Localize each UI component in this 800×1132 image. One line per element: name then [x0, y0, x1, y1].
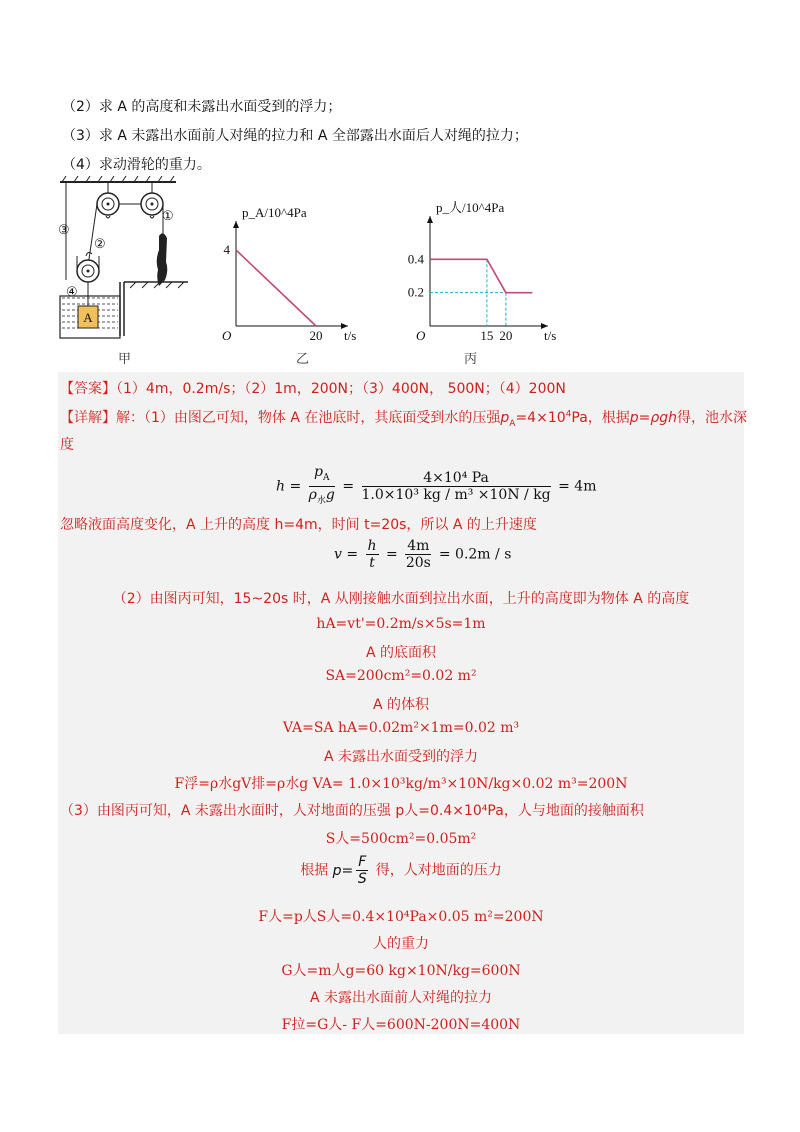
label-rope-3: ③ — [58, 222, 70, 237]
y-axis-arrow — [427, 216, 433, 223]
part3-intro: （3）由图丙可知，A 未露出水面时，人对地面的压强 p人=0.4×10⁴Pa，人与地面的接触面积 — [60, 803, 644, 819]
x-axis-label: t/s — [544, 328, 557, 343]
x-tick-label: 20 — [309, 328, 323, 343]
origin-label: O — [222, 328, 232, 343]
weight-label: 人的重力 — [373, 936, 429, 952]
answer-label: 【答案】 — [60, 381, 116, 397]
person-weight: G人=m人g=60 kg×10N/kg=600N — [281, 963, 521, 979]
x-axis-label: t/s — [344, 328, 357, 343]
question-2: （2）求 A 的高度和未露出水面受到的浮力； — [62, 99, 342, 115]
area-a: SA=200cm²=0.02 m² — [325, 668, 477, 684]
chart-bing — [380, 176, 560, 356]
x-tick-label: 20 — [499, 328, 513, 343]
answer-line — [60, 378, 566, 398]
volume-a: VA=SA hA=0.02m²×1m=0.02 m³ — [282, 720, 520, 736]
area-a-label: A 的底面积 — [365, 645, 437, 661]
buoyancy-label: A 未露出水面受到的浮力 — [323, 749, 479, 765]
label-rope-1: ① — [162, 208, 174, 223]
equation-depth: h = $\frac{p_A}{\rho_水g}$ = $\frac{\text{4×10⁴ Pa}}{\text{1.0×10³ kg / m³ ×10N / kg}}$ = 4m — [276, 464, 596, 509]
person-area: S人=500cm²=0.05m² — [325, 831, 477, 847]
person-force: F人=p人S人=0.4×10⁴Pa×0.05 m²=200N — [258, 909, 544, 925]
y-axis-label: p_A/10^4Pa — [242, 205, 307, 220]
pulley-figure — [58, 176, 198, 351]
detail-ignore-line: 忽略液面高度变化，A 上升的高度 h=4m，时间 t=20s，所以 A 的上升速度 — [60, 517, 537, 533]
detail-label: 【详解】 — [60, 410, 116, 426]
origin-label: O — [416, 328, 426, 343]
answer-section — [58, 372, 748, 1034]
detail-line-1: 【详解】解：（1）由图乙可知，物体 A 在池底时，其底面受到水的压强$p_A=4\times 10^4Pa$，根据p=ρgh得，池水深 — [60, 409, 748, 429]
detail-line-2: 度 — [60, 437, 74, 453]
series-line — [236, 250, 316, 326]
figure-label-yi: 乙 — [296, 352, 310, 367]
equation-speed: v = $\frac{h}{t}$ = $\frac{4m}{20s}$ = 0.2m / s — [334, 538, 512, 571]
x-tick-label: 15 — [480, 328, 494, 343]
figure-label-jia: 甲 — [118, 352, 132, 367]
y-tick-label: 0.2 — [407, 284, 424, 300]
block-a-label: A — [83, 310, 93, 325]
pressure-formula-line: 根据 p= $\frac{F}{S}$ 得，人对地面的压力 — [300, 854, 502, 887]
y-tick-label: 0.4 — [407, 251, 424, 267]
chart-yi — [220, 176, 370, 356]
answer-text: （1）4m，0.2m/s；（2）1m，200N；（3）400N， 500N；（4）200N — [116, 381, 566, 397]
question-4: （4）求动滑轮的重力。 — [62, 157, 211, 173]
question-3: （3）求 A 未露出水面前人对绳的拉力和 A 全部露出水面后人对绳的拉力； — [62, 128, 528, 144]
y-tick-label: 4 — [223, 242, 230, 257]
height-a: hA=vt'=0.2m/s×5s=1m — [316, 616, 486, 632]
figures — [58, 176, 578, 366]
part2-intro: （2）由图丙可知，15~20s 时，A 从刚接触水面到拉出水面，上升的高度即为物体 A 的高度 — [112, 591, 690, 607]
y-axis-label: p_人/10^4Pa — [436, 200, 505, 215]
figure-label-bing: 丙 — [464, 352, 478, 367]
label-rope-4: ④ — [66, 284, 78, 299]
buoyancy: F浮=ρ水gV排=ρ水g VA= 1.0×10³kg/m³×10N/kg×0.02 m³=200N — [174, 776, 628, 792]
volume-a-label: A 的体积 — [372, 697, 430, 713]
series-line — [430, 259, 532, 292]
pull-label: A 未露出水面前人对绳的拉力 — [309, 990, 493, 1006]
pull-force: F拉=G人- F人=600N-200N=400N — [281, 1017, 521, 1033]
fraction-values: $\frac{\text{4×10⁴ Pa}}{\text{1.0×10³ kg / m³ ×10N / kg}}$ — [361, 469, 551, 503]
label-rope-2: ② — [94, 236, 106, 251]
y-axis-arrow — [233, 221, 239, 228]
fraction-p-rho-g: $\frac{p_A}{\rho_水g}$ — [308, 464, 335, 506]
